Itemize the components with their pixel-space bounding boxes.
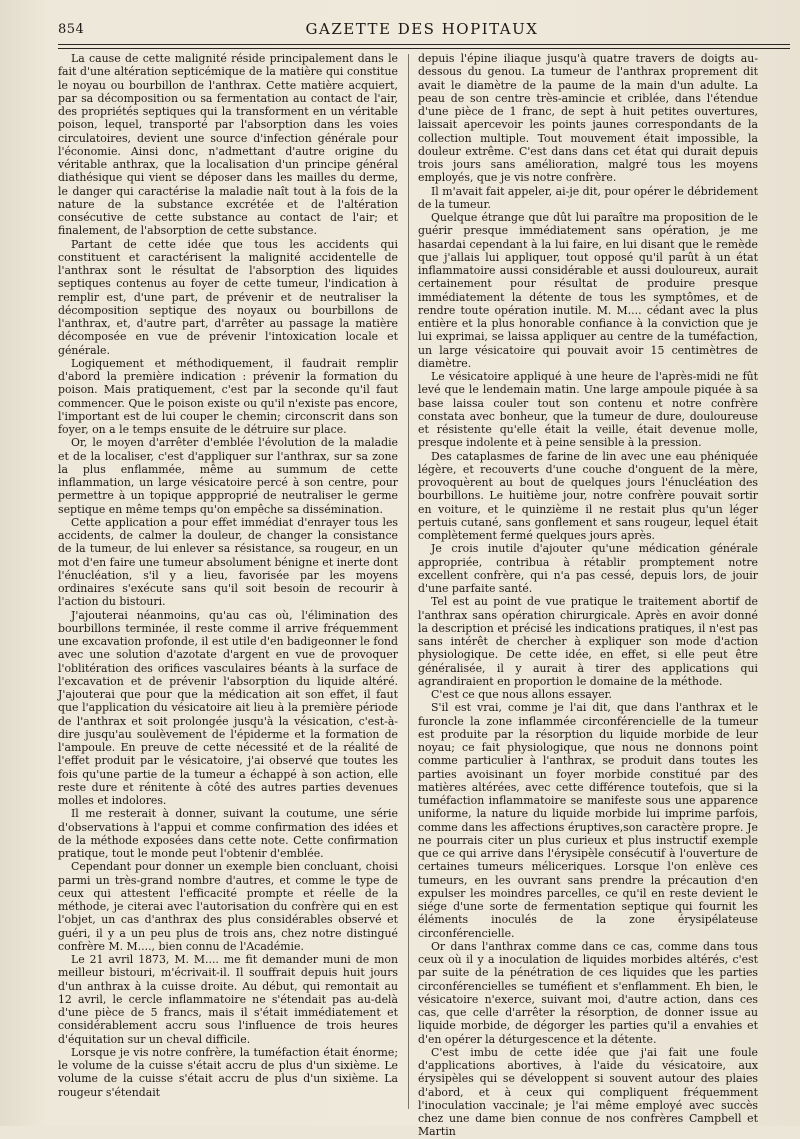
paragraph: depuis l'épine iliaque jusqu'à quatre travers de doigts au-dessous du genou. La tumeur de l'anthrax proprement dit avait le diamètre de la paume de la main d'un adulte. La peau de son centre très-amincie et criblée, dans l'étendue d'une pièce de 1 franc, de sept à huit petites ouvertures, laissait apercevoir les points jaunes correspondants de la collection multiple. Tout mouvement était impossible, la douleur extrême. C'est dans dans cet état qui durait depuis trois jours sans amélioration, malgré tous les moyens employés, que je vis notre confrère. <box>418 52 758 185</box>
paragraph: Tel est au point de vue pratique le traitement abortif de l'anthrax sans opération chirurgicale. Après en avoir donné la description et précisé les indications pratiques, il n'est pas sans intérêt de chercher à expliquer son mode d'action physiologique. De cette idée, en effet, si elle peut être généralisée, il y aurait à tirer des applications qui agrandiraient en proportion le domaine de la méthode. <box>418 595 758 688</box>
running-title: GAZETTE DES HOPITAUX <box>305 20 539 38</box>
paragraph: Or dans l'anthrax comme dans ce cas, comme dans tous ceux où il y a inoculation de liquides morbides altérés, c'est par suite de la pénétration de ces liquides que les parties circonférencielles se tuméfient et s'enflamment. Eh bien, le vésicatoire n'exerce, suivant moi, d'autre action, dans ces cas, que celle d'arrêter la résorption, de donner issue au liquide morbide, de dégorger les parties qu'il a envahies et d'en opérer la déturgescence et la détente. <box>418 939 758 1046</box>
page-header <box>58 20 786 42</box>
left-column <box>58 52 398 1099</box>
header-rule-bottom <box>58 48 790 49</box>
paragraph: Logiquement et méthodiquement, il faudrait remplir d'abord la première indication : prévenir la formation du poison. Mais pratiquement, c'est par la seconde qu'il faut commencer. Que le poison existe ou qu'il n'existe pas encore, l'important est de lui couper le chemin; circonscrit dans son foyer, on a le temps ensuite de le détruire sur place. <box>58 356 398 436</box>
paragraph: Le 21 avril 1873, M. M.... me fit demander muni de mon meilleur bistouri, m'écrivait-il. Il souffrait depuis huit jours d'un anthrax à la cuisse droite. Au début, qui remontait au 12 avril, le cercle inflammatoire ne s'étendait pas au-delà d'une pièce de 5 francs, mais il s'était immédiatement et considérablement accru sous l'influence de trois heures d'équitation sur un cheval difficile. <box>58 953 398 1046</box>
header-rule-top <box>58 44 790 45</box>
paragraph: Il m'avait fait appeler, ai-je dit, pour opérer le débridement de la tumeur. <box>418 184 758 211</box>
paragraph: Quelque étrange que dût lui paraître ma proposition de le guérir presque immédiatement sans opération, je me hasardai cependant à la lui faire, en lui disant que le remède que j'allais lui appliquer, tout opposé qu'il parût à un état inflammatoire aussi considérable et aussi douloureux, aurait certainement pour résultat de produire presque immédiatement la détente de tous les symptômes, et de rendre toute opération inutile. M. M.... cédant avec la plus entière et la plus honorable confiance à la conviction que je lui exprimai, se laissa appliquer au centre de la tuméfaction, un large vésicatoire qui pouvait avoir 15 centimètres de diamètre. <box>418 211 758 370</box>
paragraph: J'ajouterai néanmoins, qu'au cas où, l'élimination des bourbillons terminée, il reste comme il arrive fréquemment une excavation profonde, il est utile d'en badigeonner le fond avec une solution d'azotate d'argent en vue de provoquer l'oblitération des orifices vasculaires béants à la surface de l'excavation et de prévenir l'absorption du liquide altéré. J'ajouterai que pour que la médication ait son effet, il faut que l'application du vésicatoire ait lieu à la première période de l'anthrax et soit prolongée jusqu'à la vésication, c'est-à-dire jusqu'au soulèvement de l'épiderme et la formation de l'ampoule. En preuve de cette nécessité et de la réalité de l'effet produit par le vésicatoire, j'ai observé que toutes les fois qu'une partie de la tumeur a échappé à son action, elle reste dure et rénitente à côté des autres parties devenues molles et indolores. <box>58 608 398 807</box>
paragraph: Je crois inutile d'ajouter qu'une médication générale appropriée, contribua à rétablir promptement notre excellent confrère, qui n'a pas cessé, depuis lors, de jouir d'une parfaite santé. <box>418 542 758 595</box>
paragraph: Des cataplasmes de farine de lin avec une eau phéniquée légère, et recouverts d'une couche d'onguent de la mère, provoquèrent au bout de quelques jours l'énucléation des bourbillons. Le huitième jour, notre confrère pouvait sortir en voiture, et le quinzième il ne restait plus qu'un léger pertuis cutané, sans gonflement et sans rougeur, lequel était complètement fermé quelques jours après. <box>418 449 758 542</box>
column-divider <box>408 54 409 1109</box>
paragraph: Partant de cette idée que tous les accidents qui constituent et caractérisent la malignité accidentelle de l'anthrax sont le résultat de l'absorption des liquides septiques contenus au foyer de cette tumeur, l'indication à remplir est, d'une part, de prévenir et de neutraliser la décomposition septique des noyaux ou bourbillons de l'anthrax, et, d'autre part, d'arrêter au passage la matière décomposée en vue de prévenir l'intoxication locale et générale. <box>58 237 398 357</box>
page-number: 854 <box>58 22 85 37</box>
paragraph: Or, le moyen d'arrêter d'emblée l'évolution de la maladie et de la localiser, c'est d'appliquer sur l'anthrax, sur sa zone la plus enflammée, même au summum de cette inflammation, un large vésicatoire percé à son centre, pour permettre à un topique appproprié de neutraliser le germe septique en même temps qu'on empêche sa dissémination. <box>58 436 398 516</box>
paragraph: Lorsque je vis notre confrère, la tuméfaction était énorme; le volume de la cuisse s'était accru de plus d'un sixième. Le volume de la cuisse s'était accru de plus d'un sixième. La rougeur s'étendait <box>58 1045 398 1099</box>
paragraph: C'est ce que nous allons essayer. <box>431 688 612 701</box>
paragraph: Il me resterait à donner, suivant la coutume, une série d'observations à l'appui et comme confirmation des idées et de la méthode exposées dans cette note. Cette confirmation pratique, tout le monde peut l'obtenir d'emblée. <box>58 807 398 860</box>
paragraph: La cause de cette malignité réside principalement dans le fait d'une altération septicémique de la matière qui constitue le noyau ou bourbillon de l'anthrax. Cette matière acquiert, par sa décomposition ou sa fermentation au contact de l'air, des propriétés septiques qui la transforment en un véritable poison, lequel, transporté par l'absorption dans les voies circulatoires, devient une source d'infection générale pour l'économie. Ainsi donc, n'admettant d'autre origine du véritable anthrax, que la localisation d'un principe général diathésique qui vient se déposer dans les mailles du derme, le danger qui caractérise la maladie naît tout à la fois de la nature de la substance excrétée et de l'altération consécutive de cette substance au contact de l'air; et finalement, de l'absorption de cette substance. <box>58 52 398 238</box>
paragraph: S'il est vrai, comme je l'ai dit, que dans l'anthrax et le furoncle la zone inflammée circonférencielle de la tumeur est produite par la résorption du liquide morbide de leur noyau; ce fait physiologique, que nous ne donnons point comme particulier à l'anthrax, se produit dans toutes les parties avoisinant un foyer morbide constitué par des matières altérées, avec cette différence toutefois, que si la tuméfaction inflammatoire se manifeste sous une apparence uniforme, la nature du liquide morbide lui imprime parfois, comme dans les affections éruptives,son caractère propre. Je ne pourrais citer un plus curieux et plus instructif exemple que ce qui arrive dans l'érysipèle consécutif à l'ouverture de certaines tumeurs méliceriques. Lorsque l'on enlève ces tumeurs, en les ouvrant sans prendre la précaution d'en expulser les moindres parcelles, ce qu'il en reste devient le siége d'une sorte de fermentation septique qui fournit les éléments inoculés de la zone érysipélateuse circonférencielle. <box>418 701 758 940</box>
paragraph: Le vésicatoire appliqué à une heure de l'après-midi ne fût levé que le lendemain matin. Une large ampoule piquée à sa base laissa couler tout son contenu et notre confrère constata avec bonheur, que la tumeur de dure, douloureuse et résistente qu'elle était la veille, était devenue molle, presque indolente et à peine sensible à la pression. <box>418 370 758 450</box>
right-column <box>418 52 758 1139</box>
paragraph: C'est imbu de cette idée que j'ai fait une foule d'applications abortives, à l'aide du vésicatoire, aux érysipèles qui se développent si souvent autour des plaies d'abord, et à ceux qui compliquent fréquemment l'inoculation vaccinale; je l'ai même employé avec succès chez une dame bien connue de nos confrères Campbell et Martin <box>418 1045 758 1139</box>
paragraph: Cependant pour donner un exemple bien concluant, choisi parmi un très-grand nombre d'autres, et comme le type de ceux qui attestent l'efficacité prompte et réelle de la méthode, je citerai avec l'autorisation du confrère qui en est l'objet, un cas d'anthrax des plus considérables observé et guéri, il y a un peu plus de trois ans, chez notre distingué confrère M. M...., bien connu de l'Académie. <box>58 860 398 953</box>
paragraph: Cette application a pour effet immédiat d'enrayer tous les accidents, de calmer la douleur, de changer la consistance de la tumeur, de lui enlever sa résistance, sa rougeur, en un mot d'en faire une tumeur absolument bénigne et inerte dont l'énucléation, s'il y a lieu, favorisée par les moyens ordinaires s'exécute sans qu'il soit besoin de recourir à l'action du bistouri. <box>58 515 398 609</box>
